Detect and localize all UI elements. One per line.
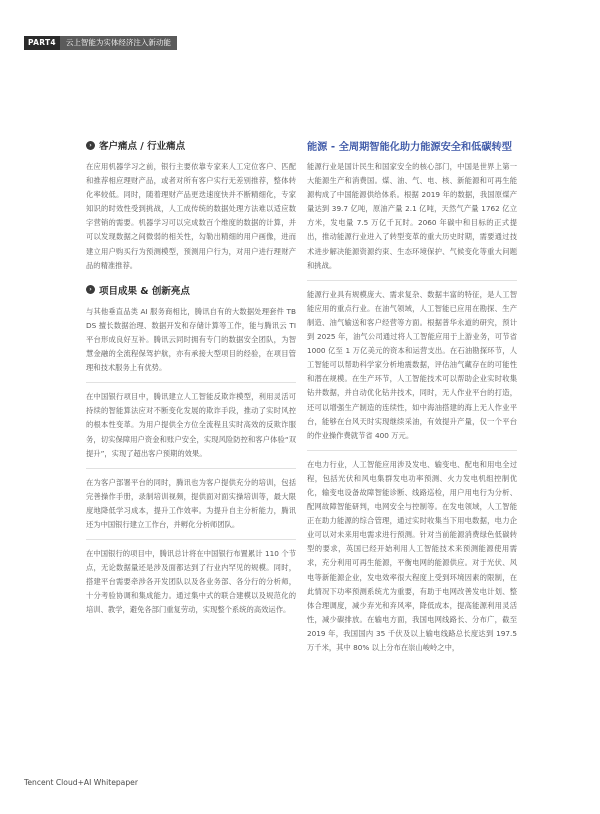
part-title: 云上智能为实体经济注入新动能: [60, 36, 177, 50]
section-heading-text: 项目成果 & 创新亮点: [99, 285, 190, 297]
energy-paragraph-2: 能源行业具有规模庞大、需求复杂、数据丰富的特征，是人工智能应用的重点行业。在油气领域，人工智能已应用在勘探、生产制造、油气输送和客户经营等方面。根据普华永道的研究，预计到 2025 年，油气公司通过将人工智能应用于上游业务，可节省 1000 亿至 1 万亿美元的资本和运营支出。在石油勘探环节，人工智能可以帮助科学家分析地震数据，评估油气藏存在的可能性和潜在规模。在生产环节，人工智能技术可以帮助企业实时收集钻井数据，并自动优化钻井技术，同时，无人作业平台的打造，还可以增强生产制造的连续性，如中海油搭建的海上无人作业平台，能够在台风天时实现继续采油，有效提升产量，仅一个平台的作业操作费就节省 400 万元。: [307, 289, 517, 440]
section-heading-results: [86, 283, 296, 297]
paragraph-divider: [307, 280, 517, 281]
paragraph-divider: [307, 450, 517, 451]
chevron-right-circle-icon: ›: [86, 285, 95, 294]
right-column: [307, 138, 517, 655]
left-column: [86, 138, 296, 618]
part-tag: PART4: [24, 36, 60, 50]
results-paragraph-2: 在中国银行项目中，腾讯建立人工智能反欺诈模型，利用灵活可持续的智能算法应对不断变化发展的欺诈手段，推动了实时风控的根本性变革。为用户提供全方位全流程且实时高效的反欺诈服务，切实保障用户资金和账户安全，实现风险防控和客户体验“双提升”，实现了超出客户预期的效果。: [86, 392, 296, 458]
results-paragraph-1: 与其他垂直品类 AI 服务商相比，腾讯自有的大数据处理套件 TBDS 擅长数据治理、数据开发和存储计算等工作，能与腾讯云 TI 平台形成良好互补。腾讯云同时拥有专门的数据安全团队，为智慧金融的全流程保驾护航，亦有承接大型项目的经验，在项目管理和技术服务上有优势。: [86, 306, 296, 373]
energy-section-title: 能源 - 全周期智能化助力能源安全和低碳转型: [307, 142, 512, 153]
paragraph-divider: [86, 468, 296, 469]
page-footer: Tencent Cloud+AI Whitepaper: [24, 778, 138, 787]
page-header: [24, 36, 177, 50]
energy-paragraph-1: 能源行业是国计民生和国家安全的核心部门，中国是世界上第一大能源生产和消费国。煤、油、气、电、核、新能源和可再生能源构成了中国能源供给体系。根据 2019 年的数据，我国原煤产量达到 39.7 亿吨，原油产量 2.1 亿吨，天然气产量 1762 亿立方米，发电量 7.5 万亿千瓦时。2060 年碳中和目标的正式提出，推动能源行业进入了转型变革的重大历史时期，需要通过技术进步解决能源资源约束、生态环境保护、气候变化等重大问题和挑战。: [307, 162, 517, 270]
chevron-right-circle-icon: ›: [86, 141, 95, 150]
pain-points-paragraph: 在应用机器学习之前，银行主要依靠专家来人工定位客户、匹配和推荐相应理财产品，或者对所有客户实行无差别推荐，整体转化率较低。同时，随着理财产品更迭速度快并不断精细化，专家知识的时效性受到挑战，人工成传统的数据处理方法难以适应数字营销的需要。机器学习可以完成数百个维度的数据的计算，并可以发现数据之间微弱的相关性，勾勒出精细的用户画像，进而建立用户购买行为预测模型，预测用户行为，对用户进行理财产品的精准推荐。: [86, 162, 296, 270]
section-heading-text: 客户痛点 / 行业痛点: [99, 141, 186, 152]
energy-paragraph-3: 在电力行业，人工智能应用涉及发电、输变电、配电和用电全过程，包括光伏和风电集群发电功率预测、火力发电机组控制优化，输变电设备故障智能诊断、线路巡检，用户用电行为分析、配网故障智能研判，电网安全与控制等。在发电领域，人工智能正在助力能源的综合管理，通过实时收集当下用电数据，电力企业可以对未来用电需求进行预测。针对当前能源消费绿色低碳转型的要求，英国已经开始利用人工智能技术来预测能源使用需求，充分利用可再生能源，平衡电网的能源供应。对于光伏、风电等新能源企业，发电效率很大程度上受到环境因素的限制，在此情况下功率预测系统尤为重要，有助于电网改善发电计划、整体合理调度，减少弃光和弃风率，降低成本，提高能源利用灵活性，减少碳排放。在输电方面，我国电网线路长、分布广，截至 2019 年，我国国内 35 千伏及以上输电线路总长度达到 197.5 万千米，其中 80% 以上分布在崇山峻岭之中，: [307, 459, 517, 652]
section-heading-pain-points: [86, 138, 296, 152]
results-paragraph-3: 在为客户部署平台的同时，腾讯也为客户提供充分的培训，包括完善操作手册，录制培训视频，提供面对面实操培训等，最大限度地降低学习成本，提升工作效率。为提升自主分析能力，腾讯还为中国银行建立工作台，并孵化分析师团队。: [86, 477, 296, 529]
paragraph-divider: [86, 539, 296, 540]
paragraph-divider: [86, 382, 296, 383]
results-paragraph-4: 在中国银行的项目中，腾讯总计将在中国银行布置累计 110 个节点，无论数据量还是涉及面都达到了行业内罕见的规模。同时，搭建平台需要牵涉各开发团队以及各业务部、各分行的分析师，十分考验协调和集成能力。通过集中式的联合建模以及规范化的培训、教学，避免各部门重复劳动，实现整个系统的高效运作。: [86, 549, 296, 615]
